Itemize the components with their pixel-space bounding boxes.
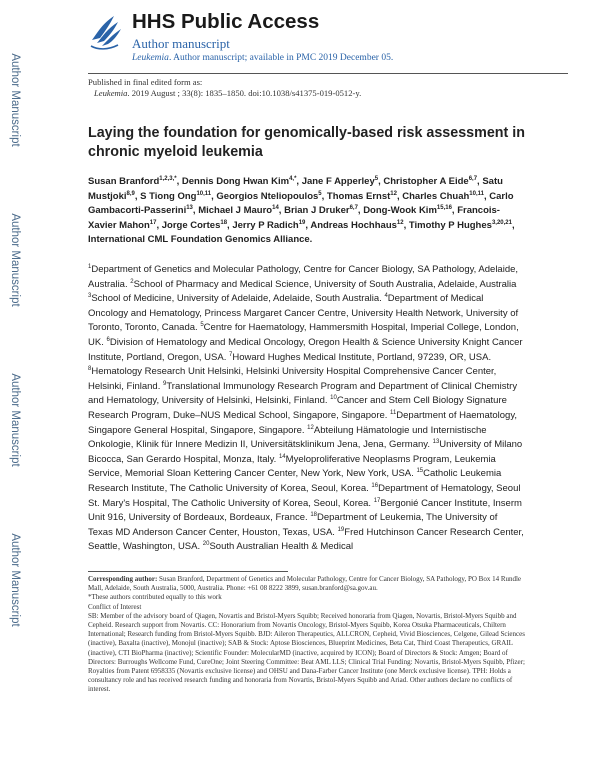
author-affiliation-marker: 4,* <box>289 175 297 182</box>
corresponding-author: Corresponding author: Susan Branford, Department of Genetics and Molecular Pathology, Centre for Cancer Biology, SA Pathology, PO Box 14 Rundle Mall, Adelaide, South Australia, 5000, Australia. Phone: +61 08 8222 3899, susan.branford@sa.gov.au. <box>88 575 522 593</box>
author-name: Carlo Gambacorti-Passerini$^{13}$ <box>88 190 514 217</box>
hhs-eagle-logo-icon <box>88 10 124 52</box>
equal-contribution-note: *These authors contributed equally to this work <box>88 593 222 602</box>
affiliation-text: Centre for Haematology, Hammersmith Hospital, Imperial College, London, UK. <box>88 322 519 348</box>
author-affiliation-marker: 5 <box>318 190 322 197</box>
affiliation-number: 18 <box>310 511 317 518</box>
author-affiliation-marker: 13 <box>186 205 193 212</box>
author-affiliation-marker: 8,9 <box>126 190 135 197</box>
availability-text: . Author manuscript; available in PMC 2019 December 05. <box>168 53 394 63</box>
conflict-text: SB: Member of the advisory board of Qiagen, Novartis and Bristol-Myers Squibb; Received honoraria from Qiagen, Novartis, Bristol-Myers Squibb and Cepheid. Research support from Novartis. CC: Honorarium from Novartis Oncology, Bristol-Myers Squibb, Korea Otsuka Pharmaceuticals, Chiltern International; Research funding from Bristol-Myers Squibb. BJD: Aileron Therapeutics, ALLCRON, Cepheid, Vivid Biosciences, Celgene, Gilead Sciences (inactive), Baxalta (inactive), Monojul (inactive); SAB & Stock: Aptose Biosciences, Blueprint Medicines, Beta Cat, Third Coast Therapeutics, GRAIL (inactive), CTI BioPharma (inactive); Scientific Founder: MolecularMD (inactive, acquired by ICON); Board of Directors & Stock: Amgen; Board of Directors: Burroughs Wellcome Fund, CureOne; Joint Steering Committee: Beat AML LLS; Clinical Trial Funding: Novartis, Bristol-Myers Squibb, Pfizer; Royalties from Patent 6958335 (Novartis exclusive license) and OHSU and Dana-Farber Cancer Institute (one Merck exclusive license). TPH: Holds a consultancy role and has received research funding and honoraria from Novartis, Bristol-Myers Squibb and Ariad. Other authors declare no conflicts of interest. <box>88 611 525 694</box>
affiliation-text: Bergonié Cancer Institute, Inserm Unit 916, University of Bordeaux, Bordeaux, France. <box>88 497 522 524</box>
footnote-divider <box>88 571 288 572</box>
author-name: Michael J Mauro$^{14}$ <box>198 205 279 217</box>
author-name: Georgios Nteliopoulos$^5$ <box>216 190 322 202</box>
affiliation-text: Catholic Leukemia Research Institute, The Catholic University of Korea, Seoul, Korea. <box>88 468 502 494</box>
affiliation-number: 14 <box>278 453 286 460</box>
affiliation-text: Fred Hutchinson Cancer Research Center, Seattle, Washington, USA. <box>88 526 524 553</box>
citation-journal: Leukemia <box>94 88 128 98</box>
header-divider <box>88 73 568 74</box>
publication-info <box>88 77 568 99</box>
author-affiliation-marker: 3,20,21 <box>491 219 512 226</box>
affiliation-text: School of Pharmacy and Medical Science, University of South Australia, Adelaide, Australia <box>133 278 517 290</box>
affiliation-text: Department of Hematology, Seoul St. Mary's Hospital, The Catholic University of Korea, Seoul, Korea. <box>88 482 521 509</box>
author-name: Charles Chuah$^{10,11}$ <box>402 190 484 202</box>
author-name: Timothy P Hughes$^{3,20,21}$ <box>408 219 512 231</box>
author-name: Dong-Wook Kim$^{15,16}$ <box>363 205 452 217</box>
author-affiliation-marker: 10,11 <box>469 190 484 197</box>
author-name: Jane F Apperley$^5$ <box>301 175 379 187</box>
affiliation-number: 3 <box>88 293 92 300</box>
affiliation-number: 16 <box>371 482 379 489</box>
affiliation-text: South Australian Health & Medical <box>209 541 354 553</box>
affiliation-text: University of Milano Bicocca, San Gerardo Hospital, Monza, Italy. <box>88 439 523 465</box>
citation-text: . 2019 August ; 33(8): 1835–1850. doi:10.1038/s41375-019-0512-y. <box>127 88 362 98</box>
affiliation-text: Department of Genetics and Molecular Pathology, Centre for Cancer Biology, SA Pathology, Adelaide, Australia. <box>88 264 519 290</box>
affiliation-number: 1 <box>88 263 92 270</box>
author-name: Andreas Hochhaus$^{12}$ <box>310 219 404 231</box>
affiliation-text: Cancer and Stem Cell Biology Signature Research Program, Duke–NUS Medical School, Singapore, Singapore. <box>88 395 507 421</box>
sidebar-label: Author Manuscript <box>9 53 21 147</box>
citation-line <box>88 88 568 99</box>
sidebar <box>0 0 44 776</box>
journal-name: Leukemia <box>132 53 169 63</box>
affiliation-text: Howard Hughes Medical Institute, Portland, 97239, OR, USA. <box>232 351 492 363</box>
sidebar-label: Author Manuscript <box>9 213 21 307</box>
author-affiliation-marker: 5 <box>374 175 379 182</box>
affiliation-text: Department of Medical Oncology and Hematology, Princess Margaret Cancer Centre, University Health Network, University of Toronto, Toronto, Canada. <box>88 293 519 334</box>
conflict-heading: Conflict of Interest <box>88 602 142 611</box>
author-name: Thomas Ernst$^{12}$ <box>326 190 397 202</box>
affiliation-number: 17 <box>373 497 381 504</box>
affiliation-number: 19 <box>337 526 345 533</box>
affiliation-text: Translational Immunology Research Program and Department of Clinical Chemistry and Hematology, University of Helsinki, Helsinki, Finland. <box>88 380 518 407</box>
author-affiliation-marker: 17 <box>149 219 157 226</box>
author-name: Dennis Dong Hwan Kim$^{4,*}$ <box>181 175 297 187</box>
sidebar-label: Author Manuscript <box>9 373 21 467</box>
hhs-title: HHS Public Access <box>132 10 320 33</box>
author-affiliation-marker: 1,2,3,* <box>159 175 177 182</box>
author-name: Jorge Cortes$^{18}$ <box>161 219 228 231</box>
affiliation-number: 2 <box>130 278 134 285</box>
affiliation-number: 12 <box>307 424 314 431</box>
affiliation-number: 20 <box>202 541 210 548</box>
affiliation-number: 8 <box>88 366 92 372</box>
author-affiliation-marker: 19 <box>298 219 306 226</box>
author-affiliation-marker: 14 <box>272 205 279 212</box>
affiliation-number: 9 <box>162 380 167 387</box>
affiliation-text: School of Medicine, University of Adelaide, Adelaide, South Australia. <box>91 293 385 305</box>
affiliations <box>88 263 524 555</box>
affiliation-text: Myeloproliferative Neoplasms Program, Leukemia Service, Memorial Sloan Kettering Cancer Center, New York, New York, USA. <box>88 453 496 480</box>
author-group: International CML Foundation Genomics Alliance. <box>88 234 313 246</box>
author-name: Susan Branford$^{1,2,3,*}$ <box>88 175 177 187</box>
affiliation-text: Department of Leukemia, The University of Texas MD Anderson Cancer Center, Houston, Texas, USA. <box>88 512 498 538</box>
sidebar-label: Author Manuscript <box>9 533 21 627</box>
affiliation-text: Hematology Research Unit Helsinki, Helsinki University Hospital Comprehensive Cancer Center, Helsinki, Finland. <box>88 366 497 392</box>
author-manuscript-label: Author manuscript <box>132 36 230 51</box>
affiliation-number: 11 <box>390 409 397 416</box>
affiliation-number: 5 <box>200 322 204 329</box>
author-affiliation-marker: 18 <box>220 219 228 226</box>
affiliation-text: Division of Hematology and Medical Oncology, Oregon Health & Science University Knight Cancer Institute, Portland, Oregon, USA. <box>88 336 523 363</box>
author-affiliation-marker: 6,7 <box>468 175 478 182</box>
affiliation-text: Abteilung Hämatologie und Internistische Onkologie, Klinik für Innere Medizin II, Universitätsklinikum Jena, Jena, Germany. <box>88 424 487 451</box>
affiliation-text: Department of Haematology, Singapore General Hospital, Singapore, Singapore. <box>88 409 518 436</box>
footnotes <box>88 575 534 695</box>
published-line: Published in final edited form as: <box>88 77 203 87</box>
affiliation-number: 10 <box>330 395 337 402</box>
author-affiliation-marker: 15,16 <box>436 205 452 212</box>
author-affiliation-marker: 10,11 <box>196 190 212 197</box>
author-name: Satu Mustjoki$^{8,9}$ <box>88 176 503 202</box>
author-name: Christopher A Eide$^{6,7}$ <box>383 175 478 187</box>
author-affiliation-marker: 12 <box>390 190 397 197</box>
author-name: S Tiong Ong$^{10,11}$ <box>140 190 212 202</box>
header <box>88 10 568 72</box>
article-title: Laying the foundation for genomically-based risk assessment in chronic myeloid leukemia <box>88 125 525 160</box>
affiliation-number: 7 <box>229 351 233 358</box>
author-list: Susan Branford$^{1,2,3,*}$, Dennis Dong Hwan Kim$^{4,*}$, Jane F Apperley$^5$, Christopher A Eide$^{6,7}$, Satu Mustjoki$^{8,9}$, S Tiong Ong$^{10,11}$, Georgios Nteliopoulos$^5$, Thomas Ernst$^{12}$, Charles Chuah$^{10,11}$, Carlo Gambacorti-Passerini$^{13}$, Michael J Mauro$^{14}$, Brian J Druker$^{6,7}$, Dong-Wook Kim$^{15,16}$, Francois-Xavier Mahon$^{17}$, Jorge Cortes$^{18}$, Jerry P Radich$^{19}$, Andreas Hochhaus$^{12}$, Timothy P Hughes$^{3,20,21}$, International CML Foundation Genomics Alliance. <box>88 175 515 246</box>
author-affiliation-marker: 12 <box>396 219 404 226</box>
author-name: Jerry P Radich$^{19}$ <box>232 219 306 231</box>
affiliation-number: 13 <box>432 438 440 445</box>
author-name: Francois-Xavier Mahon$^{17}$ <box>88 205 500 231</box>
affiliation-number: 6 <box>106 336 110 343</box>
affiliation-number: 4 <box>384 293 388 300</box>
availability-line <box>132 52 393 64</box>
author-name: Brian J Druker$^{6,7}$ <box>284 205 358 217</box>
affiliation-number: 15 <box>416 468 424 475</box>
author-affiliation-marker: 6,7 <box>349 205 358 212</box>
